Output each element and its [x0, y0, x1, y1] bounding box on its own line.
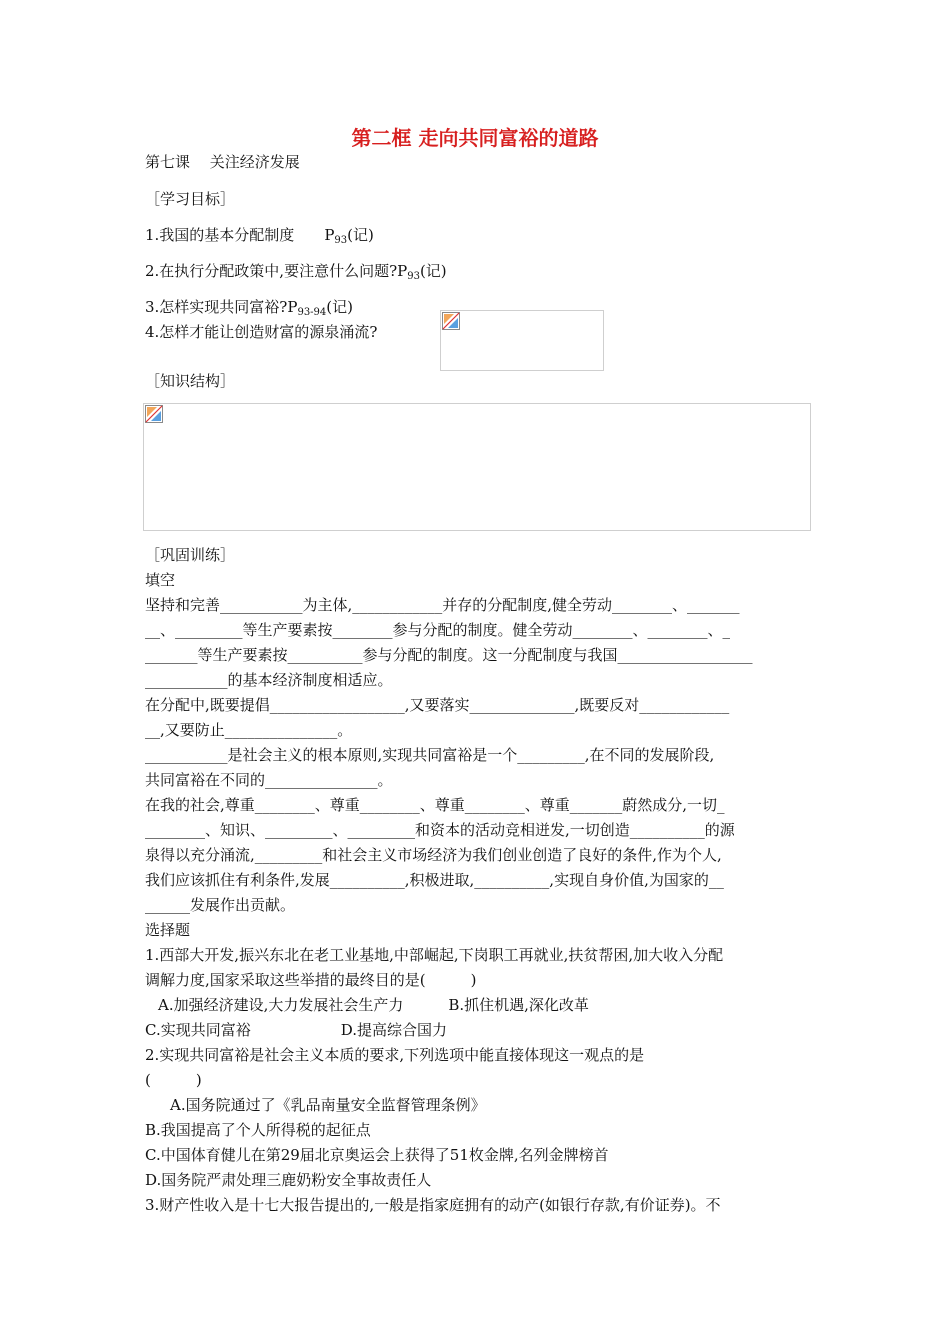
goal-tail: (记)	[326, 298, 353, 316]
fill-line: _______等生产要素按__________参与分配的制度。这一分配制度与我国__________________	[145, 646, 753, 664]
answer-option: A.加强经济建设,大力发展社会生产力 B.抓住机遇,深化改革	[158, 996, 589, 1014]
question-text: 3.财产性收入是十七大报告提出的,一般是指家庭拥有的动产(如银行存款,有价证券)。不	[145, 1196, 721, 1214]
goal-text: 1.我国的基本分配制度 P	[145, 226, 335, 244]
goal-tail: (记)	[347, 226, 374, 244]
fill-line: 坚持和完善___________为主体,____________并存的分配制度,健全劳动________、_______	[145, 596, 740, 614]
fill-line: 泉得以充分涌流,_________和社会主义市场经济为我们创业创造了良好的条件,作为个人,	[145, 846, 722, 864]
question-text: 2.实现共同富裕是社会主义本质的要求,下列选项中能直接体现这一观点的是	[145, 1046, 645, 1064]
fill-line: __,又要防止_______________。	[145, 721, 353, 739]
goal-item	[145, 225, 374, 251]
section-goals: ［学习目标］	[145, 190, 236, 208]
fill-heading: 填空	[145, 571, 176, 589]
goal-item	[145, 261, 447, 287]
answer-option: C.中国体育健儿在第29届北京奥运会上获得了51枚金牌,名列金牌榜首	[145, 1146, 609, 1164]
goal-text: 2.在执行分配政策中,要注意什么问题?P	[145, 262, 408, 280]
fill-line: 共同富裕在不同的_______________。	[145, 771, 393, 789]
fill-line: ________、知识、_________、_________和资本的活动竞相迸发,一切创造__________的源	[145, 821, 735, 839]
question-text: 1.西部大开发,振兴东北在老工业基地,中部崛起,下岗职工再就业,扶贫帮困,加大收入分配	[145, 946, 724, 964]
goal-text: 4.怎样才能让创造财富的源泉涌流?	[145, 323, 378, 341]
image-placeholder-small	[440, 310, 604, 371]
answer-option: D.国务院严肃处理三鹿奶粉安全事故责任人	[145, 1171, 432, 1189]
answer-option: C.实现共同富裕 D.提高综合国力	[145, 1021, 447, 1039]
broken-image-icon	[442, 312, 460, 330]
goal-item	[145, 322, 377, 342]
fill-line: ___________是社会主义的根本原则,实现共同富裕是一个_________,在不同的发展阶段,	[145, 746, 715, 764]
goal-tail: (记)	[419, 262, 447, 280]
image-placeholder-large	[143, 403, 811, 531]
fill-line: 在我的社会,尊重________、尊重________、尊重________、尊重_______蔚然成分,一切_	[145, 796, 725, 814]
goal-text: 3.怎样实现共同富裕?P	[145, 298, 298, 316]
fill-line: 我们应该抓住有利条件,发展__________,积极进取,__________,实现自身价值,为国家的__	[145, 871, 724, 889]
page-title: 第二框 走向共同富裕的道路	[351, 126, 599, 150]
goal-page-sub: 93	[334, 235, 348, 246]
fill-line: 在分配中,既要提倡__________________,又要落实______________,既要反对____________	[145, 696, 730, 714]
answer-option: A.国务院通过了《乳品南量安全监督管理条例》	[170, 1096, 486, 1114]
section-practice: ［巩固训练］	[145, 546, 236, 564]
question-text: 调解力度,国家采取这些举措的最终目的是( )	[145, 971, 477, 989]
section-structure: ［知识结构］	[145, 372, 236, 390]
goal-page-sub: 93-94	[297, 307, 327, 318]
fill-line: ___________的基本经济制度相适应。	[145, 671, 393, 689]
lesson-heading: 第七课 关注经济发展	[145, 153, 300, 171]
choice-heading: 选择题	[145, 921, 191, 939]
fill-line: ______发展作出贡献。	[145, 896, 296, 914]
fill-line: __、_________等生产要素按________参与分配的制度。健全劳动________、________、_	[145, 621, 731, 639]
question-text: ( )	[145, 1071, 202, 1089]
goal-item	[145, 297, 353, 323]
answer-option: B.我国提高了个人所得税的起征点	[145, 1121, 371, 1139]
goal-page-sub: 93	[407, 271, 420, 282]
broken-image-icon	[145, 405, 163, 423]
